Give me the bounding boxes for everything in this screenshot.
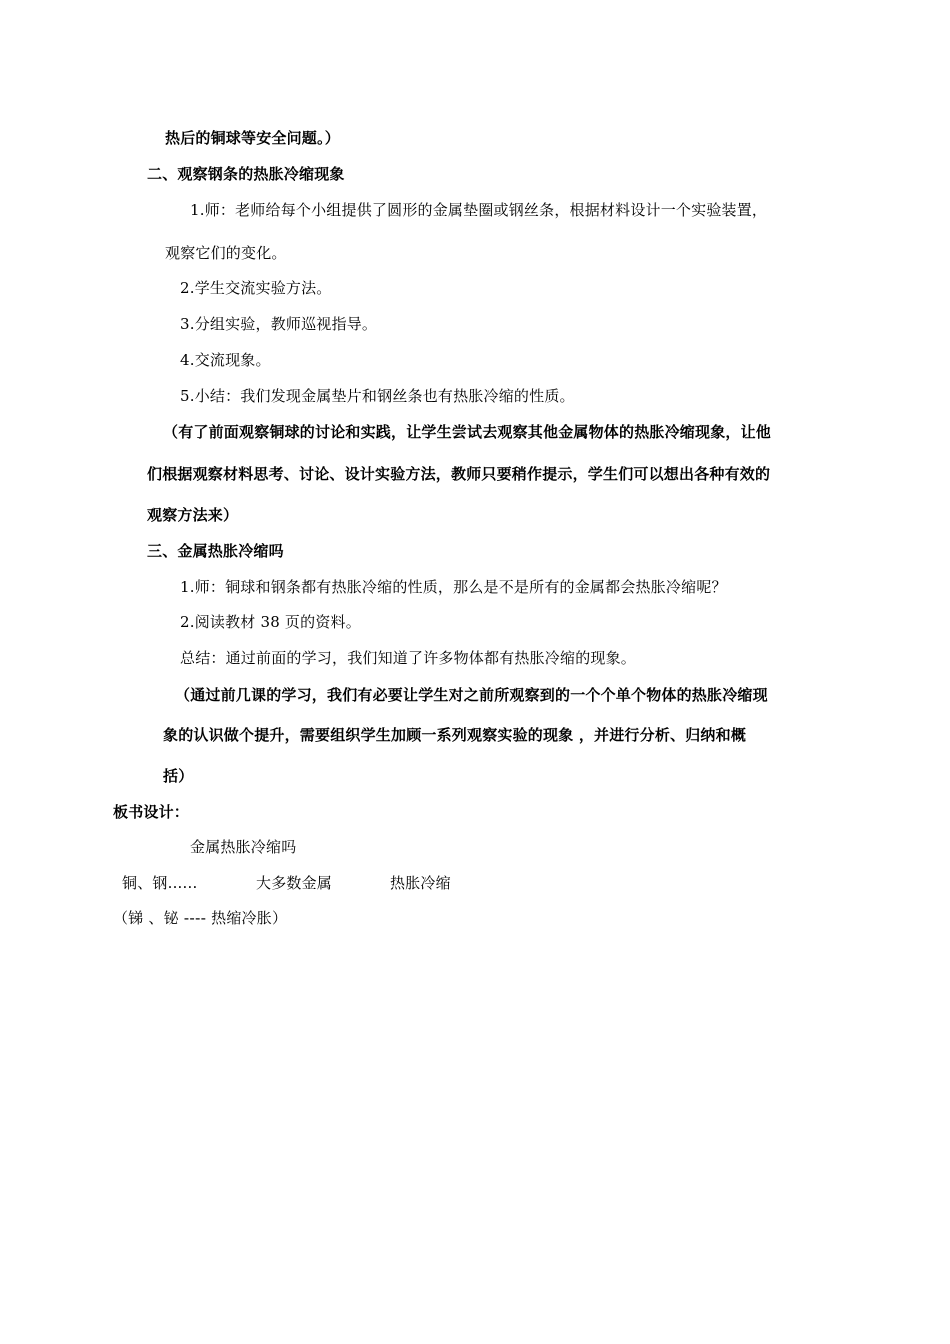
board-property: 热胀冷缩: [390, 874, 451, 892]
section-heading-metals: 三、金属热胀冷缩吗: [147, 542, 284, 560]
list-item-continuation: 观察它们的变化。: [165, 244, 287, 262]
teaching-note: 们根据观察材料思考、讨论、设计实验方法，教师只要稍作提示，学生们可以想出各种有效的: [147, 465, 771, 483]
board-design-label: 板书设计：: [113, 803, 190, 821]
board-exception: （锑 、铋 ---- 热缩冷胀）: [113, 909, 288, 927]
list-item: 1.师：老师给每个小组提供了圆形的金属垫圈或钢丝条，根据材料设计一个实验装置，: [190, 201, 768, 219]
list-item: 1.师：铜球和钢条都有热胀冷缩的性质，那么是不是所有的金属都会热胀冷缩呢？: [180, 578, 727, 596]
teaching-note: 象的认识做个提升，需要组织学生加顾一系列观察实验的现象 ，并进行分析、归纳和概: [163, 726, 747, 744]
board-metals: 铜、钢......: [122, 874, 198, 892]
teaching-note: （有了前面观察铜球的讨论和实践，让学生尝试去观察其他金属物体的热胀冷缩现象，让他: [163, 423, 772, 441]
list-item: 3.分组实验，教师巡视指导。: [180, 315, 378, 333]
list-item: 2.阅读教材 38 页的资料。: [180, 613, 361, 631]
list-item: 4.交流现象。: [180, 351, 271, 369]
summary-text: 总结：通过前面的学习，我们知道了许多物体都有热胀冷缩的现象。: [180, 649, 637, 667]
board-most-metals: 大多数金属: [256, 874, 333, 892]
board-title: 金属热胀冷缩吗: [190, 838, 297, 856]
list-item: 5.小结：我们发现金属垫片和钢丝条也有热胀冷缩的性质。: [180, 387, 575, 405]
section-heading-steel: 二、观察钢条的热胀冷缩现象: [147, 165, 345, 183]
teaching-note: 括）: [163, 767, 194, 785]
teaching-note: 观察方法来）: [147, 506, 239, 524]
teaching-note: （通过前几课的学习，我们有必要让学生对之前所观察到的一个个单个物体的热胀冷缩现: [175, 686, 768, 704]
continuation-text: 热后的铜球等安全问题。）: [165, 129, 340, 147]
list-item: 2.学生交流实验方法。: [180, 279, 332, 297]
